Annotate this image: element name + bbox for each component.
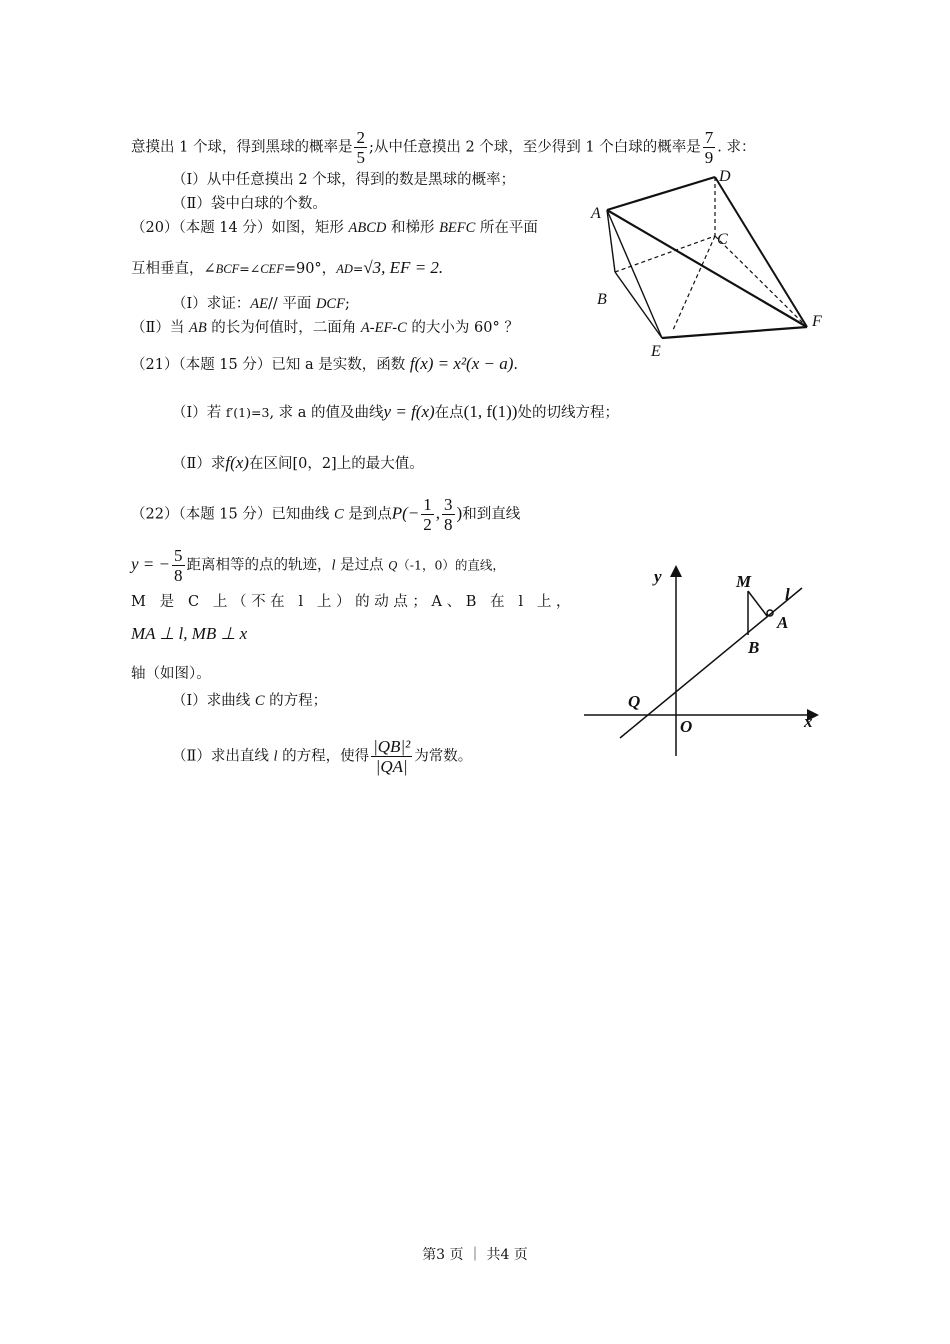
q19-text-b: ;从中任意摸出 2 个球，至少得到 1 个白球的概率是 <box>368 139 701 156</box>
label-q: Q <box>628 692 641 711</box>
q20-l2-h: √3, EF = 2. <box>363 258 444 277</box>
q20-l2-f: AD <box>336 262 353 276</box>
q20-part1 <box>172 294 350 314</box>
q20-l2-g: = <box>352 261 364 276</box>
q20-p1-d: DCF <box>315 296 345 312</box>
q22-head-a: （22）（本题 15 分）已知曲线 <box>131 506 334 523</box>
frac-den: 9 <box>704 148 714 167</box>
q21-func: f(x) = x²(x − a) <box>409 354 514 373</box>
edge-ce <box>673 236 715 330</box>
q22-q: Q <box>388 558 398 573</box>
frac-den: |QA| <box>375 757 408 776</box>
label-c: C <box>717 231 728 248</box>
q20-line2 <box>131 258 443 279</box>
q21-p1-e: 在点 <box>434 405 464 421</box>
fraction-5-8 <box>172 546 185 585</box>
q20-head <box>131 218 538 238</box>
frac-den: 8 <box>444 515 453 534</box>
label-o: O <box>680 717 693 736</box>
q22-perp: MA ⊥ l, MB ⊥ x <box>131 624 248 643</box>
q22-y-eq: y = − <box>131 554 170 574</box>
q21-p1-b: f′(1)=3 <box>225 405 270 420</box>
coordinate-figure <box>580 560 830 760</box>
q21-part1 <box>172 402 619 423</box>
q22-p2-b: l <box>273 748 278 765</box>
fraction-1-2 <box>421 495 434 534</box>
q20-part2 <box>131 318 519 338</box>
q22-p1-b: C <box>254 693 265 709</box>
label-m: M <box>736 572 752 591</box>
label-f: F <box>812 313 822 330</box>
q19-part2: （Ⅱ）袋中白球的个数。 <box>172 196 327 212</box>
frac-num: |QB|² <box>373 737 411 756</box>
q22-p-open: P(− <box>391 503 420 523</box>
q22-p2-d: 为常数。 <box>414 748 473 765</box>
q20-p1-e: ; <box>344 296 350 312</box>
edge-af <box>607 210 807 327</box>
q21-func-end: . <box>513 357 518 373</box>
q22-line2 <box>131 546 505 585</box>
q21-p1-f: (1, f(1)) <box>463 402 518 421</box>
label-b: B <box>597 291 607 308</box>
q19-text-c: . 求： <box>717 139 756 156</box>
q20-p2-d: A-EF-C <box>360 320 407 336</box>
solid-figure <box>585 160 835 360</box>
q22-p2-a: （Ⅱ）求出直线 <box>172 748 274 765</box>
q22-l2-b: 距离相等的点的轨迹， <box>186 557 332 574</box>
q22-head <box>131 495 520 534</box>
q21-head <box>131 354 518 375</box>
q21-p2-a: （Ⅱ）求 <box>172 456 226 472</box>
q20-p2-c: 的长为何值时，二面角 <box>206 320 361 336</box>
q22-l2-d: （-1，0）的直线， <box>397 557 505 573</box>
abcd: ABCD <box>348 220 387 236</box>
q22-l2-c: 是过点 <box>335 557 389 574</box>
q20-p2-a: （Ⅱ）当 <box>131 320 189 336</box>
q21-p1-c: , 求 a 的值及曲线 <box>269 405 384 421</box>
q22-head-c: 和到直线 <box>462 506 521 523</box>
q20-l2-b: BCF <box>215 262 240 276</box>
q22-c: C <box>333 506 344 523</box>
label-l: l <box>785 585 790 604</box>
q20-l2-d: CEF <box>260 262 284 276</box>
page-footer: 第3 页 ｜ 共4 页 <box>422 1247 528 1263</box>
q20-p2-e: 的大小为 60° ？ <box>406 320 519 336</box>
frac-den: 8 <box>174 566 183 585</box>
q21-p1-d: y = f(x) <box>383 402 435 421</box>
q22-p-comma: , <box>435 503 441 523</box>
edge-ef <box>662 327 807 338</box>
label-x: x <box>804 712 813 731</box>
q19-part1: （Ⅰ）从中任意摸出 2 个球，得到的数是黑球的概率； <box>172 172 516 188</box>
q21-part2 <box>172 453 424 474</box>
label-a: A <box>591 205 601 222</box>
q22-l: l <box>331 557 336 574</box>
label-a: A <box>777 613 789 632</box>
q22-p2-c: 的方程，使得 <box>277 748 370 765</box>
frac-num: 5 <box>174 546 183 565</box>
frac-num: 7 <box>704 128 714 147</box>
q20-p2-b: AB <box>188 320 207 336</box>
frac-den: 2 <box>423 515 432 534</box>
q22-line3: M 是 C 上（不在 l 上）的动点；A、B 在 l 上， <box>131 594 576 610</box>
q21-p1-a: （Ⅰ）若 <box>172 405 226 421</box>
frac-den: 5 <box>356 148 365 167</box>
edge-df <box>715 177 807 327</box>
q22-part2 <box>172 737 472 776</box>
label-e: E <box>651 343 661 360</box>
q22-head-b: 是到点 <box>343 506 392 523</box>
frac-num: 2 <box>356 128 365 147</box>
frac-num: 3 <box>444 495 453 514</box>
label-b: B <box>748 638 760 657</box>
fraction-3-8 <box>442 495 455 534</box>
q20-p1-b: AE <box>250 296 268 312</box>
q22-p1-c: 的方程； <box>264 693 328 709</box>
fraction-2-5 <box>354 128 367 167</box>
edge-bc <box>615 236 715 272</box>
q20-head-c: 所在平面 <box>475 220 538 236</box>
q21-p1-g: 处的切线方程； <box>517 405 619 421</box>
q20-head-a: （20）（本题 14 分）如图，矩形 <box>131 220 349 236</box>
q22-line5: 轴（如图）。 <box>131 666 211 682</box>
q21-p2-b: f(x) <box>225 453 249 472</box>
q20-l2-c: =∠ <box>239 261 261 276</box>
segment-ma <box>748 591 767 616</box>
q20-p1-c: // 平面 <box>267 296 316 312</box>
label-y: y <box>654 567 662 586</box>
fraction-qb-qa <box>371 737 412 776</box>
q21-p2-c: 在区间[0，2]上的最大值。 <box>248 456 424 472</box>
q22-p-close: ) <box>456 503 463 523</box>
q20-l2-a: 互相垂直，∠ <box>131 261 216 277</box>
q20-p1-a: （Ⅰ）求证： <box>172 296 251 312</box>
q22-part1 <box>172 691 327 711</box>
label-d: D <box>719 168 731 185</box>
q20-head-b: 和梯形 <box>386 220 440 236</box>
q19-text-a: 意摸出 1 个球，得到黑球的概率是 <box>131 139 353 156</box>
befc: BEFC <box>439 220 476 236</box>
q21-head-a: （21）（本题 15 分）已知 a 是实数，函数 <box>131 357 406 373</box>
q22-p1-a: （Ⅰ）求曲线 <box>172 693 255 709</box>
edge-ae <box>607 210 662 338</box>
edge-ad <box>607 177 715 210</box>
q20-l2-e: =90°， <box>283 261 337 277</box>
q22-line4 <box>131 624 247 645</box>
frac-num: 1 <box>423 495 432 514</box>
